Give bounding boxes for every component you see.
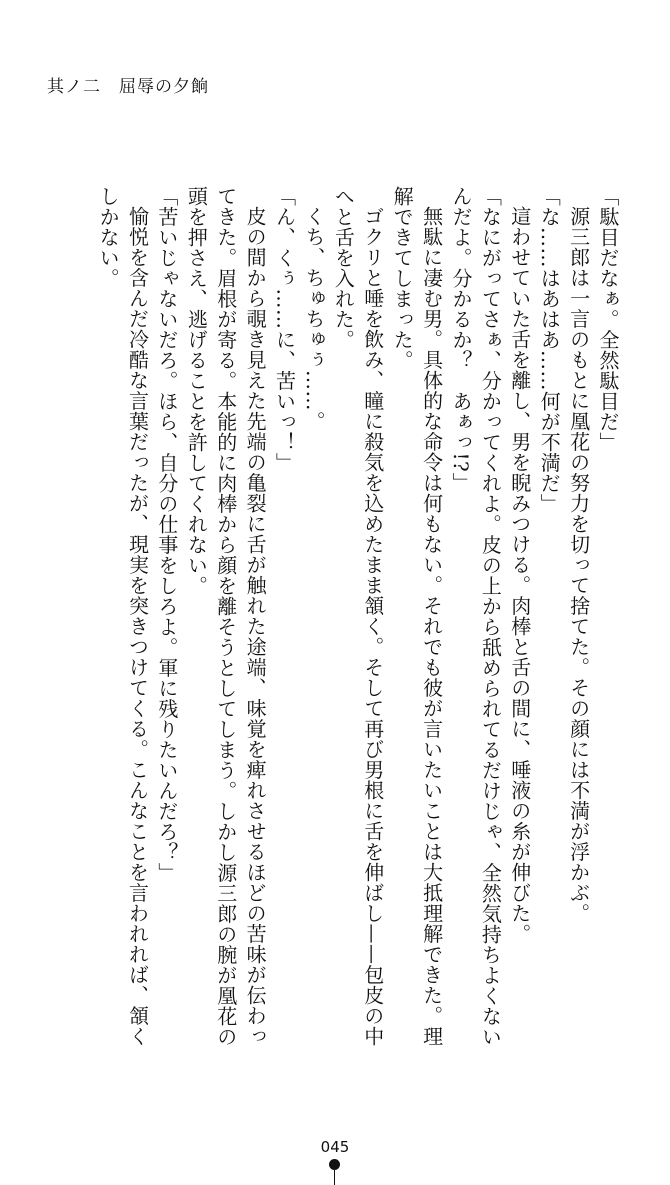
paragraph: 「な……はあはあ……何が不満だ」 (537, 186, 562, 514)
folio-dot-ornament (329, 1159, 340, 1170)
paragraph: 「ん、くぅ……に、苦いっ！」 (272, 186, 297, 473)
paragraph: 這わせていた舌を離し、男を睨みつける。肉棒と舌の間に、唾液の糸が伸びた。 (507, 206, 532, 944)
paragraph: ゴクリと唾を飲み、瞳に殺気を込めたまま頷く。そして再び男根に舌を伸ばし——包皮の中へと舌を入れた。 (331, 186, 385, 1047)
paragraph: 無駄に凄む男。具体的な命令は何もない。それでも彼が言いたいことは大抵理解できた。理解できてしまった。 (390, 186, 444, 1047)
paragraph: 「苦いじゃないだろ。ほら、自分の仕事をしろよ。軍に残りたいんだろ？」 (154, 186, 179, 883)
running-head: 其ノ二 屈辱の夕餉 (47, 77, 209, 97)
paragraph: 愉悦を含んだ冷酷な言葉だったが、現実を突きつけてくる。こんなことを言われれば、頷くしかない。 (96, 186, 150, 1047)
paragraph: 「駄目だなぁ。全然駄目だ」 (596, 186, 620, 453)
paragraph: 源三郎は一言のもとに凰花の努力を切って捨てた。その顔には不満が浮かぶ。 (566, 206, 591, 924)
folio-line-ornament (334, 1170, 335, 1185)
body-text (42, 186, 622, 1066)
page-number: 045 (320, 1138, 350, 1156)
paragraph: 皮の間から覗き見えた先端の亀裂に舌が触れた途端、味覚を痺れさせるほどの苦味が伝わってきた。眉根が寄る。本能的に肉棒から顔を離そうとしてしまう。しかし源三郎の腕が凰花の頭を押さえ、逃げることを許してくれない。 (184, 186, 268, 1047)
paragraph: 「なにがってさぁ、分かってくれよ。皮の上から舐められてるだけじゃ、全然気持ちよくないんだよ。分かるか？ あぁっ!?」 (448, 186, 503, 1047)
paragraph: くち、ちゅちゅぅ……。 (301, 206, 326, 432)
